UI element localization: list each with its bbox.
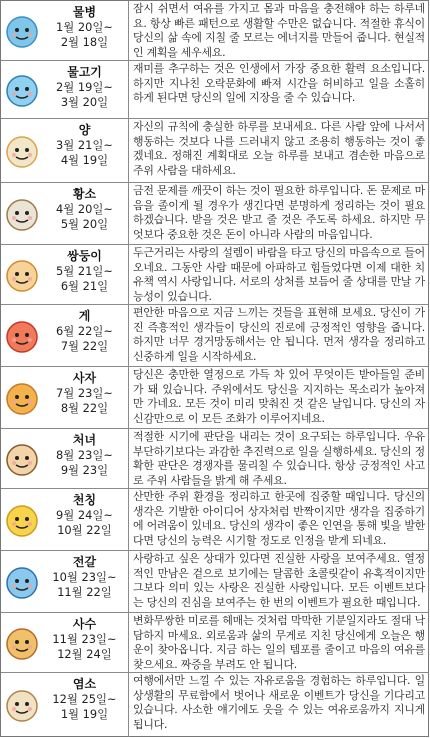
date-start: 3월 21일~ xyxy=(56,138,113,152)
horoscope-text: 금전 문제를 깨끗이 하는 것이 필요한 하루입니다. 돈 문제로 마음을 졸이게 될 경우가 생긴다면 분명하게 정리하는 것이 필요하겠습니다. 받을 것은 받고 줄 것은 주도록 하세요. 하지만 무엇보다 중요한 것은 돈이 아니라 사람의 마음입니다. xyxy=(133,184,425,241)
sign-name: 물고기 xyxy=(67,65,102,79)
horoscope-row xyxy=(1,489,428,551)
scorpio-icon xyxy=(3,563,41,601)
date-end: 2월 18일 xyxy=(60,34,109,49)
date-start: 2월 19일~ xyxy=(56,80,113,94)
horoscope-row xyxy=(1,245,428,305)
sign-name: 물병 xyxy=(72,5,97,19)
date-end: 11월 22일 xyxy=(57,584,112,599)
date-end: 8월 22일 xyxy=(60,400,109,415)
horoscope-text: 편안한 마음으로 지금 느끼는 것들을 표현해 보세요. 당신이 가진 즉흥적인 생각들이 당신의 진로에 긍정적인 영향을 줍니다. 하지만 너무 경거망동해서는 안 됩니다. 먼저 생각을 정리하고 신중하게 일을 시작하세요. xyxy=(133,306,425,363)
horoscope-text: 산만한 주위 환경을 정리하고 한곳에 집중할 때입니다. 당신의 생각은 기발한 아이디어 상자처럼 반짝이지만 생각을 집중하기에 어려움이 있네요. 당신의 생각이 좋은 인연을 통해 빛을 발한다면 당신의 능력은 시기할 정도로 인정을 받게 되네요. xyxy=(133,490,425,547)
taurus-icon xyxy=(3,195,41,233)
date-end: 9월 23일 xyxy=(60,462,109,477)
sign-cell xyxy=(1,551,129,612)
sign-cell xyxy=(1,305,129,366)
date-end: 7월 22일 xyxy=(60,338,109,353)
date-end: 3월 20일 xyxy=(60,94,109,109)
libra-icon xyxy=(3,501,41,539)
horoscope-row xyxy=(1,429,428,489)
sign-name: 양 xyxy=(78,123,91,137)
sign-dates xyxy=(43,508,126,537)
virgo-icon xyxy=(3,440,41,478)
sign-dates xyxy=(43,202,126,231)
date-start: 6월 22일~ xyxy=(56,324,113,338)
sign-cell xyxy=(1,613,129,672)
date-end: 6월 21일 xyxy=(60,278,109,293)
sign-name: 쌍둥이 xyxy=(67,249,102,263)
aquarius-icon xyxy=(3,12,41,50)
cancer-icon xyxy=(3,317,41,355)
sign-name: 천칭 xyxy=(72,493,97,507)
sign-cell xyxy=(1,245,129,304)
sign-name: 사자 xyxy=(72,371,97,385)
sign-name: 염소 xyxy=(72,677,97,691)
sign-dates xyxy=(43,448,126,477)
horoscope-row xyxy=(1,367,428,429)
date-start: 4월 20일~ xyxy=(56,202,113,216)
sign-name: 사수 xyxy=(72,617,97,631)
date-start: 8월 23일~ xyxy=(56,448,113,462)
sign-dates xyxy=(43,570,126,599)
sign-dates xyxy=(43,324,126,353)
horoscope-text: 재미를 추구하는 것은 인생에서 가장 중요한 활력 요소입니다. 하지만 지나친 오락문화에 빠져 시간을 허비하고 일을 소홀히 하게 된다면 당신의 일에 지장을 줄 수 있습니다. xyxy=(133,62,425,105)
horoscope-row xyxy=(1,183,428,245)
sign-dates xyxy=(43,692,126,721)
sign-cell xyxy=(1,367,129,428)
date-end: 12월 24일 xyxy=(57,646,112,661)
date-start: 9월 24일~ xyxy=(56,508,113,522)
sagittarius-icon xyxy=(3,624,41,662)
date-end: 5월 20일 xyxy=(60,216,109,231)
horoscope-text: 사랑하고 싶은 상대가 있다면 진실한 사랑을 보여주세요. 열정적인 만남은 겉으로 보기에는 달콤한 초콜릿같이 유혹적이지만 그보다 의미 있는 사랑은 진실한 사랑입니다. 모든 이벤트보다는 당신의 진심을 보여주는 한 번의 이벤트가 필요한 때입니다. xyxy=(133,552,425,609)
horoscope-text: 당신은 충만한 열정으로 가득 차 있어 무엇이든 받아들일 준비가 돼 있습니다. 주위에서도 당신을 지지하는 목소리가 높아져만 가네요. 모든 것이 미리 맞춰진 것 같은 날입니다. 당신의 자신감만으로 이 모든 조화가 이루어지네요. xyxy=(133,368,425,425)
horoscope-text: 잠시 쉬면서 여유를 가지고 몸과 마음을 충전해야 하는 하루네요. 항상 빠른 패턴으로 생활할 수만은 없습니다. 적절한 휴식이 당신의 삶 속에 지칠 줄 모르는 에너지를 만들어 줍니다. 현실적인 계획을 세우세요. xyxy=(133,2,425,59)
sign-cell xyxy=(1,1,129,60)
horoscope-text: 자신의 규칙에 충실한 하루를 보내세요. 다른 사람 앞에 나서서 행동하는 것보다 나를 드러내지 않고 조용히 행동하는 것이 좋겠네요. 정해진 계획대로 오늘 하루를 보내고 겸손한 마음으로 주위 사람을 대하세요. xyxy=(133,120,425,177)
horoscope-row xyxy=(1,119,428,183)
sign-dates xyxy=(43,386,126,415)
horoscope-row xyxy=(1,1,428,61)
date-end: 4월 19일 xyxy=(60,152,109,167)
sign-dates xyxy=(43,20,126,49)
leo-icon xyxy=(3,379,41,417)
capricorn-icon xyxy=(3,686,41,724)
date-end: 1월 19일 xyxy=(60,706,109,721)
horoscope-text: 두근거리는 사랑의 설렘이 바람을 타고 당신의 마음속으로 들어오네요. 그동안 사람 때문에 아파하고 힘들었다면 이제 대한 치유책 역시 사랑입니다. 서로의 상처를 보듬어 줄 상대를 만날 가능성이 있습니다. xyxy=(133,246,425,303)
sign-dates xyxy=(43,264,126,293)
sign-cell xyxy=(1,61,129,118)
date-start: 1월 20일~ xyxy=(56,20,113,34)
sign-cell xyxy=(1,119,129,182)
date-start: 11월 23일~ xyxy=(52,632,117,646)
gemini-icon xyxy=(3,256,41,294)
horoscope-text: 적절한 시기에 판단을 내리는 것이 요구되는 하루입니다. 우유부단하기보다는 과감한 추진력으로 일을 실행하세요. 당신의 정확한 판단은 경쟁자를 물리칠 수 있습니다. 항상 긍정적인 사고로 주위 사람들을 밝게 해 주세요. xyxy=(133,430,425,487)
sign-cell xyxy=(1,673,129,737)
date-start: 12월 25일~ xyxy=(52,692,117,706)
sign-dates xyxy=(43,632,126,661)
date-start: 7월 23일~ xyxy=(56,386,113,400)
sign-name: 황소 xyxy=(72,187,97,201)
sign-cell xyxy=(1,429,129,488)
aries-icon xyxy=(3,132,41,170)
horoscope-row xyxy=(1,305,428,367)
horoscope-row xyxy=(1,551,428,613)
horoscope-text: 여행에서만 느낄 수 있는 자유로움을 경험하는 하루입니다. 일상생활의 무료함에서 벗어나 새로운 이벤트가 당신을 기다리고 있습니다. 사소한 얘기에도 웃을 수 있는 여유로움까지 지니게 됩니다. xyxy=(133,674,425,731)
horoscope-text: 변화무쌍한 미로를 헤매는 것처럼 막막한 기분일지라도 절대 낙담하지 마세요. 외로움과 삶의 무게로 지친 당신에게 오늘은 행운이 찾아옵니다. 지금 하는 일의 템포를 줄이고 마음의 여유를 찾으세요. 짜증을 부려도 안 됩니다. xyxy=(133,614,425,671)
date-start: 5월 21일~ xyxy=(56,264,113,278)
pisces-icon xyxy=(3,71,41,109)
sign-cell xyxy=(1,183,129,244)
date-start: 10월 23일~ xyxy=(52,570,117,584)
sign-name: 게 xyxy=(78,309,91,323)
sign-dates xyxy=(43,80,126,109)
sign-dates xyxy=(43,138,126,167)
horoscope-row xyxy=(1,613,428,673)
horoscope-row xyxy=(1,61,428,119)
date-end: 10월 22일 xyxy=(57,522,112,537)
sign-name: 전갈 xyxy=(72,555,97,569)
horoscope-row xyxy=(1,673,428,737)
sign-cell xyxy=(1,489,129,550)
sign-name: 처녀 xyxy=(72,433,97,447)
